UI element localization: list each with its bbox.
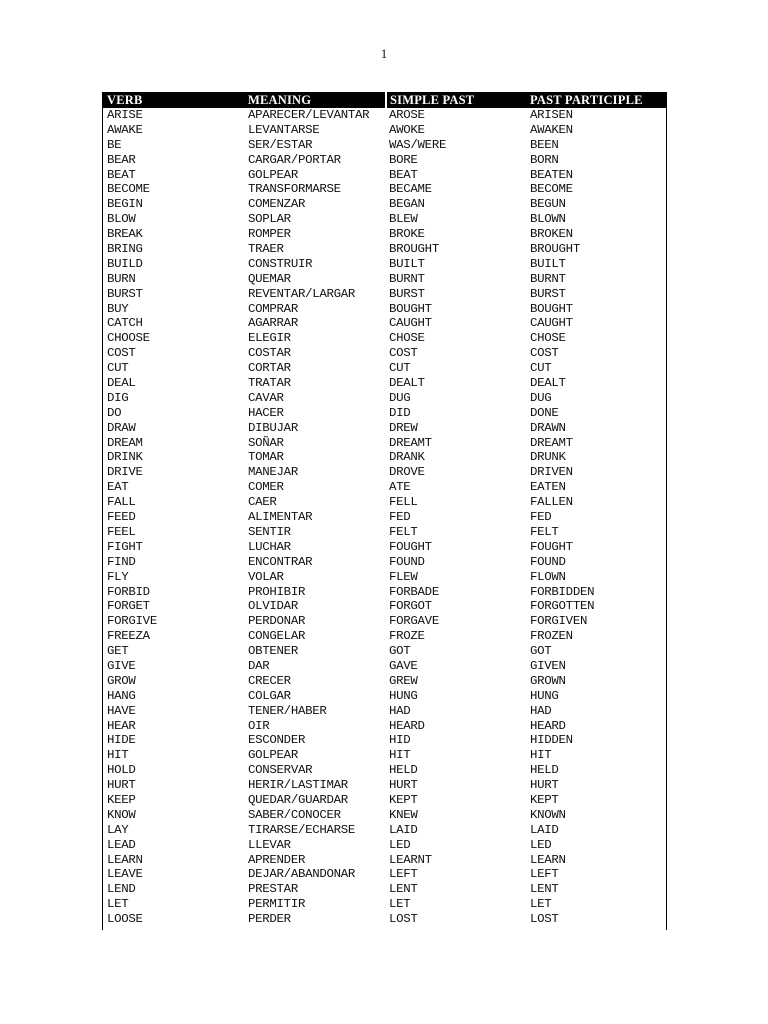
meaning-cell: OIR bbox=[248, 718, 270, 733]
table-row bbox=[103, 778, 666, 793]
simple-past-cell: DREW bbox=[389, 420, 418, 435]
table-row bbox=[103, 391, 666, 406]
simple-past-cell: HIT bbox=[389, 748, 411, 763]
meaning-cell: REVENTAR/LARGAR bbox=[248, 286, 356, 301]
past-participle-cell: FOUGHT bbox=[530, 539, 573, 554]
table-row bbox=[103, 555, 666, 570]
simple-past-cell: AROSE bbox=[389, 108, 425, 122]
header-verb: VERB bbox=[107, 93, 143, 107]
past-participle-cell: CUT bbox=[530, 361, 552, 376]
verb-cell: BUY bbox=[107, 301, 129, 316]
past-participle-cell: BLOWN bbox=[530, 212, 566, 227]
table-row bbox=[103, 182, 666, 197]
verb-cell: LEAD bbox=[107, 837, 136, 852]
past-participle-cell: CAUGHT bbox=[530, 316, 573, 331]
past-participle-cell: DONE bbox=[530, 405, 559, 420]
meaning-cell: DAR bbox=[248, 658, 270, 673]
verb-cell: FORGET bbox=[107, 599, 150, 614]
table-row bbox=[103, 287, 666, 302]
past-participle-cell: HEARD bbox=[530, 718, 566, 733]
table-row bbox=[103, 689, 666, 704]
meaning-cell: GOLPEAR bbox=[248, 167, 298, 182]
verb-cell: HEAR bbox=[107, 718, 136, 733]
verb-cell: BECOME bbox=[107, 182, 150, 197]
past-participle-cell: LAID bbox=[530, 822, 559, 837]
past-participle-cell: COST bbox=[530, 346, 559, 361]
meaning-cell: QUEMAR bbox=[248, 271, 291, 286]
verb-cell: DRIVE bbox=[107, 465, 143, 480]
simple-past-cell: AWOKE bbox=[389, 122, 425, 137]
meaning-cell: TRAER bbox=[248, 242, 284, 257]
verb-cell: FIGHT bbox=[107, 539, 143, 554]
simple-past-cell: LEARNT bbox=[389, 852, 432, 867]
simple-past-cell: CUT bbox=[389, 361, 411, 376]
simple-past-cell: FORGAVE bbox=[389, 614, 439, 629]
verb-cell: CATCH bbox=[107, 316, 143, 331]
verb-cell: BUILD bbox=[107, 256, 143, 271]
table-row bbox=[103, 838, 666, 853]
simple-past-cell: FLEW bbox=[389, 569, 418, 584]
verb-cell: BE bbox=[107, 137, 122, 152]
simple-past-cell: LEFT bbox=[389, 867, 418, 882]
table-row bbox=[103, 659, 666, 674]
past-participle-cell: LED bbox=[530, 837, 552, 852]
verb-cell: CUT bbox=[107, 361, 129, 376]
table-row bbox=[103, 331, 666, 346]
simple-past-cell: FORGOT bbox=[389, 599, 432, 614]
simple-past-cell: BEAT bbox=[389, 167, 418, 182]
past-participle-cell: LET bbox=[530, 897, 552, 912]
meaning-cell: PERDONAR bbox=[248, 614, 306, 629]
simple-past-cell: BUILT bbox=[389, 256, 425, 271]
table-row bbox=[103, 808, 666, 823]
meaning-cell: CONSTRUIR bbox=[248, 256, 313, 271]
table-row bbox=[103, 242, 666, 257]
verb-cell: LEND bbox=[107, 882, 136, 897]
table-row bbox=[103, 867, 666, 882]
simple-past-cell: LET bbox=[389, 897, 411, 912]
table-row bbox=[103, 465, 666, 480]
simple-past-cell: HAD bbox=[389, 703, 411, 718]
table-row bbox=[103, 570, 666, 585]
table-row bbox=[103, 450, 666, 465]
table-row bbox=[103, 510, 666, 525]
verb-cell: COST bbox=[107, 346, 136, 361]
table-row bbox=[103, 108, 666, 123]
verb-cell: BEGIN bbox=[107, 197, 143, 212]
verb-cell: FORGIVE bbox=[107, 614, 157, 629]
table-body bbox=[103, 108, 666, 927]
verb-cell: HOLD bbox=[107, 763, 136, 778]
meaning-cell: PRESTAR bbox=[248, 882, 298, 897]
table-row bbox=[103, 421, 666, 436]
simple-past-cell: DID bbox=[389, 405, 411, 420]
meaning-cell: TRANSFORMARSE bbox=[248, 182, 341, 197]
past-participle-cell: LEARN bbox=[530, 852, 566, 867]
simple-past-cell: CHOSE bbox=[389, 331, 425, 346]
page-number: 1 bbox=[380, 46, 388, 61]
table-row bbox=[103, 823, 666, 838]
simple-past-cell: BURST bbox=[389, 286, 425, 301]
verb-cell: FIND bbox=[107, 554, 136, 569]
past-participle-cell: FALLEN bbox=[530, 495, 573, 510]
meaning-cell: TIRARSE/ECHARSE bbox=[248, 822, 356, 837]
verb-cell: BEAR bbox=[107, 152, 136, 167]
simple-past-cell: DROVE bbox=[389, 465, 425, 480]
meaning-cell: APARECER/LEVANTAR bbox=[248, 108, 370, 122]
verb-cell: FALL bbox=[107, 495, 136, 510]
meaning-cell: CAVAR bbox=[248, 390, 284, 405]
past-participle-cell: BROUGHT bbox=[530, 242, 580, 257]
table-row bbox=[103, 168, 666, 183]
verb-cell: BRING bbox=[107, 242, 143, 257]
table-row bbox=[103, 406, 666, 421]
meaning-cell: SER/ESTAR bbox=[248, 137, 313, 152]
meaning-cell: COSTAR bbox=[248, 346, 291, 361]
simple-past-cell: GREW bbox=[389, 673, 418, 688]
simple-past-cell: DUG bbox=[389, 390, 411, 405]
past-participle-cell: BECOME bbox=[530, 182, 573, 197]
verb-cell: FEEL bbox=[107, 524, 136, 539]
meaning-cell: DIBUJAR bbox=[248, 420, 298, 435]
past-participle-cell: DRAWN bbox=[530, 420, 566, 435]
table-row bbox=[103, 614, 666, 629]
table-row bbox=[103, 644, 666, 659]
past-participle-cell: BROKEN bbox=[530, 227, 573, 242]
meaning-cell: DEJAR/ABANDONAR bbox=[248, 867, 356, 882]
past-participle-cell: HIDDEN bbox=[530, 733, 573, 748]
simple-past-cell: HURT bbox=[389, 778, 418, 793]
table-row bbox=[103, 704, 666, 719]
past-participle-cell: HURT bbox=[530, 778, 559, 793]
meaning-cell: ENCONTRAR bbox=[248, 554, 313, 569]
table-row bbox=[103, 153, 666, 168]
table-row bbox=[103, 302, 666, 317]
past-participle-cell: KNOWN bbox=[530, 807, 566, 822]
meaning-cell: CONSERVAR bbox=[248, 763, 313, 778]
verb-cell: BLOW bbox=[107, 212, 136, 227]
meaning-cell: CAER bbox=[248, 495, 277, 510]
meaning-cell: CONGELAR bbox=[248, 629, 306, 644]
header-meaning: MEANING bbox=[248, 93, 312, 107]
simple-past-cell: FORBADE bbox=[389, 584, 439, 599]
past-participle-cell: FED bbox=[530, 510, 552, 525]
table-row bbox=[103, 480, 666, 495]
table-row bbox=[103, 763, 666, 778]
simple-past-cell: BROUGHT bbox=[389, 242, 439, 257]
verb-cell: BURN bbox=[107, 271, 136, 286]
simple-past-cell: KNEW bbox=[389, 807, 418, 822]
table-row bbox=[103, 540, 666, 555]
verb-cell: LET bbox=[107, 897, 129, 912]
past-participle-cell: BURNT bbox=[530, 271, 566, 286]
meaning-cell: PERDER bbox=[248, 912, 291, 927]
table-row bbox=[103, 272, 666, 287]
meaning-cell: PROHIBIR bbox=[248, 584, 306, 599]
verb-cell: GROW bbox=[107, 673, 136, 688]
simple-past-cell: BOUGHT bbox=[389, 301, 432, 316]
meaning-cell: ALIMENTAR bbox=[248, 510, 313, 525]
table-row bbox=[103, 138, 666, 153]
simple-past-cell: FED bbox=[389, 510, 411, 525]
simple-past-cell: FOUND bbox=[389, 554, 425, 569]
verb-cell: DO bbox=[107, 405, 122, 420]
meaning-cell: AGARRAR bbox=[248, 316, 298, 331]
meaning-cell: HERIR/LASTIMAR bbox=[248, 778, 348, 793]
simple-past-cell: FELT bbox=[389, 524, 418, 539]
past-participle-cell: LEFT bbox=[530, 867, 559, 882]
past-participle-cell: FORBIDDEN bbox=[530, 584, 595, 599]
simple-past-cell: BURNT bbox=[389, 271, 425, 286]
table-row bbox=[103, 719, 666, 734]
past-participle-cell: GOT bbox=[530, 644, 552, 659]
meaning-cell: HACER bbox=[248, 405, 284, 420]
table-row bbox=[103, 853, 666, 868]
verb-cell: DRINK bbox=[107, 450, 143, 465]
meaning-cell: LLEVAR bbox=[248, 837, 291, 852]
meaning-cell: LUCHAR bbox=[248, 539, 291, 554]
meaning-cell: COMPRAR bbox=[248, 301, 298, 316]
past-participle-cell: GROWN bbox=[530, 673, 566, 688]
verb-cell: FLY bbox=[107, 569, 129, 584]
simple-past-cell: LENT bbox=[389, 882, 418, 897]
meaning-cell: TENER/HABER bbox=[248, 703, 327, 718]
past-participle-cell: DRIVEN bbox=[530, 465, 573, 480]
simple-past-cell: LED bbox=[389, 837, 411, 852]
simple-past-cell: HUNG bbox=[389, 688, 418, 703]
meaning-cell: TOMAR bbox=[248, 450, 284, 465]
verb-cell: CHOOSE bbox=[107, 331, 150, 346]
meaning-cell: ELEGIR bbox=[248, 331, 291, 346]
table-row bbox=[103, 912, 666, 927]
verb-cell: EAT bbox=[107, 480, 129, 495]
table-row bbox=[103, 585, 666, 600]
simple-past-cell: KEPT bbox=[389, 792, 418, 807]
verb-cell: HAVE bbox=[107, 703, 136, 718]
meaning-cell: SABER/CONOCER bbox=[248, 807, 341, 822]
past-participle-cell: FROZEN bbox=[530, 629, 573, 644]
table-row bbox=[103, 525, 666, 540]
table-header bbox=[103, 92, 666, 108]
past-participle-cell: BEGUN bbox=[530, 197, 566, 212]
verb-cell: KEEP bbox=[107, 792, 136, 807]
table-row bbox=[103, 495, 666, 510]
verb-cell: HIDE bbox=[107, 733, 136, 748]
table-row bbox=[103, 748, 666, 763]
past-participle-cell: DREAMT bbox=[530, 435, 573, 450]
verb-cell: GIVE bbox=[107, 658, 136, 673]
simple-past-cell: DEALT bbox=[389, 376, 425, 391]
meaning-cell: PERMITIR bbox=[248, 897, 306, 912]
simple-past-cell: HEARD bbox=[389, 718, 425, 733]
simple-past-cell: WAS/WERE bbox=[389, 137, 447, 152]
past-participle-cell: FORGIVEN bbox=[530, 614, 588, 629]
past-participle-cell: FELT bbox=[530, 524, 559, 539]
verb-cell: FREEZA bbox=[107, 629, 150, 644]
simple-past-cell: ATE bbox=[389, 480, 411, 495]
table-row bbox=[103, 346, 666, 361]
simple-past-cell: HID bbox=[389, 733, 411, 748]
meaning-cell: OBTENER bbox=[248, 644, 298, 659]
past-participle-cell: HUNG bbox=[530, 688, 559, 703]
simple-past-cell: BLEW bbox=[389, 212, 418, 227]
simple-past-cell: DREAMT bbox=[389, 435, 432, 450]
past-participle-cell: LOST bbox=[530, 912, 559, 927]
table-row bbox=[103, 733, 666, 748]
table-row bbox=[103, 376, 666, 391]
past-participle-cell: BEATEN bbox=[530, 167, 573, 182]
simple-past-cell: DRANK bbox=[389, 450, 425, 465]
table-row bbox=[103, 212, 666, 227]
verb-cell: GET bbox=[107, 644, 129, 659]
meaning-cell: QUEDAR/GUARDAR bbox=[248, 792, 348, 807]
table-row bbox=[103, 361, 666, 376]
verb-cell: LEARN bbox=[107, 852, 143, 867]
simple-past-cell: GOT bbox=[389, 644, 411, 659]
verb-cell: BURST bbox=[107, 286, 143, 301]
past-participle-cell: BOUGHT bbox=[530, 301, 573, 316]
verb-cell: HIT bbox=[107, 748, 129, 763]
meaning-cell: OLVIDAR bbox=[248, 599, 298, 614]
header-past-participle: PAST PARTICIPLE bbox=[530, 93, 643, 107]
meaning-cell: ROMPER bbox=[248, 227, 291, 242]
past-participle-cell: FOUND bbox=[530, 554, 566, 569]
past-participle-cell: GIVEN bbox=[530, 658, 566, 673]
simple-past-cell: FOUGHT bbox=[389, 539, 432, 554]
simple-past-cell: LOST bbox=[389, 912, 418, 927]
meaning-cell: MANEJAR bbox=[248, 465, 298, 480]
verb-cell: DREAM bbox=[107, 435, 143, 450]
simple-past-cell: GAVE bbox=[389, 658, 418, 673]
simple-past-cell: CAUGHT bbox=[389, 316, 432, 331]
table-row bbox=[103, 257, 666, 272]
simple-past-cell: COST bbox=[389, 346, 418, 361]
table-row bbox=[103, 123, 666, 138]
header-simple-past: SIMPLE PAST bbox=[385, 92, 526, 108]
meaning-cell: CORTAR bbox=[248, 361, 291, 376]
meaning-cell: COMENZAR bbox=[248, 197, 306, 212]
past-participle-cell: FLOWN bbox=[530, 569, 566, 584]
meaning-cell: COMER bbox=[248, 480, 284, 495]
verb-cell: LOOSE bbox=[107, 912, 143, 927]
table-row bbox=[103, 197, 666, 212]
past-participle-cell: BORN bbox=[530, 152, 559, 167]
verb-cell: HANG bbox=[107, 688, 136, 703]
past-participle-cell: DUG bbox=[530, 390, 552, 405]
verb-cell: HURT bbox=[107, 778, 136, 793]
past-participle-cell: CHOSE bbox=[530, 331, 566, 346]
meaning-cell: SOÑAR bbox=[248, 435, 284, 450]
past-participle-cell: ARISEN bbox=[530, 108, 573, 122]
verb-cell: DEAL bbox=[107, 376, 136, 391]
past-participle-cell: FORGOTTEN bbox=[530, 599, 595, 614]
irregular-verbs-table bbox=[102, 92, 667, 930]
simple-past-cell: LAID bbox=[389, 822, 418, 837]
past-participle-cell: DEALT bbox=[530, 376, 566, 391]
meaning-cell: ESCONDER bbox=[248, 733, 306, 748]
past-participle-cell: HIT bbox=[530, 748, 552, 763]
past-participle-cell: EATEN bbox=[530, 480, 566, 495]
verb-cell: AWAKE bbox=[107, 122, 143, 137]
verb-cell: DRAW bbox=[107, 420, 136, 435]
past-participle-cell: AWAKEN bbox=[530, 122, 573, 137]
past-participle-cell: HAD bbox=[530, 703, 552, 718]
meaning-cell: CARGAR/PORTAR bbox=[248, 152, 341, 167]
verb-cell: BEAT bbox=[107, 167, 136, 182]
verb-cell: LAY bbox=[107, 822, 129, 837]
meaning-cell: CRECER bbox=[248, 673, 291, 688]
table-row bbox=[103, 674, 666, 689]
verb-cell: BREAK bbox=[107, 227, 143, 242]
past-participle-cell: BURST bbox=[530, 286, 566, 301]
table-row bbox=[103, 227, 666, 242]
meaning-cell: LEVANTARSE bbox=[248, 122, 320, 137]
verb-cell: FORBID bbox=[107, 584, 150, 599]
meaning-cell: SENTIR bbox=[248, 524, 291, 539]
meaning-cell: TRATAR bbox=[248, 376, 291, 391]
meaning-cell: SOPLAR bbox=[248, 212, 291, 227]
simple-past-cell: FELL bbox=[389, 495, 418, 510]
table-row bbox=[103, 629, 666, 644]
verb-cell: LEAVE bbox=[107, 867, 143, 882]
past-participle-cell: HELD bbox=[530, 763, 559, 778]
past-participle-cell: BEEN bbox=[530, 137, 559, 152]
simple-past-cell: FROZE bbox=[389, 629, 425, 644]
meaning-cell: APRENDER bbox=[248, 852, 306, 867]
simple-past-cell: BEGAN bbox=[389, 197, 425, 212]
meaning-cell: COLGAR bbox=[248, 688, 291, 703]
meaning-cell: GOLPEAR bbox=[248, 748, 298, 763]
verb-cell: DIG bbox=[107, 390, 129, 405]
simple-past-cell: HELD bbox=[389, 763, 418, 778]
simple-past-cell: BECAME bbox=[389, 182, 432, 197]
past-participle-cell: BUILT bbox=[530, 256, 566, 271]
table-row bbox=[103, 599, 666, 614]
table-row bbox=[103, 316, 666, 331]
simple-past-cell: BROKE bbox=[389, 227, 425, 242]
verb-cell: KNOW bbox=[107, 807, 136, 822]
past-participle-cell: LENT bbox=[530, 882, 559, 897]
verb-cell: ARISE bbox=[107, 108, 143, 122]
table-row bbox=[103, 793, 666, 808]
meaning-cell: VOLAR bbox=[248, 569, 284, 584]
simple-past-cell: BORE bbox=[389, 152, 418, 167]
verb-cell: FEED bbox=[107, 510, 136, 525]
table-row bbox=[103, 436, 666, 451]
past-participle-cell: KEPT bbox=[530, 792, 559, 807]
past-participle-cell: DRUNK bbox=[530, 450, 566, 465]
table-row bbox=[103, 882, 666, 897]
table-row bbox=[103, 897, 666, 912]
